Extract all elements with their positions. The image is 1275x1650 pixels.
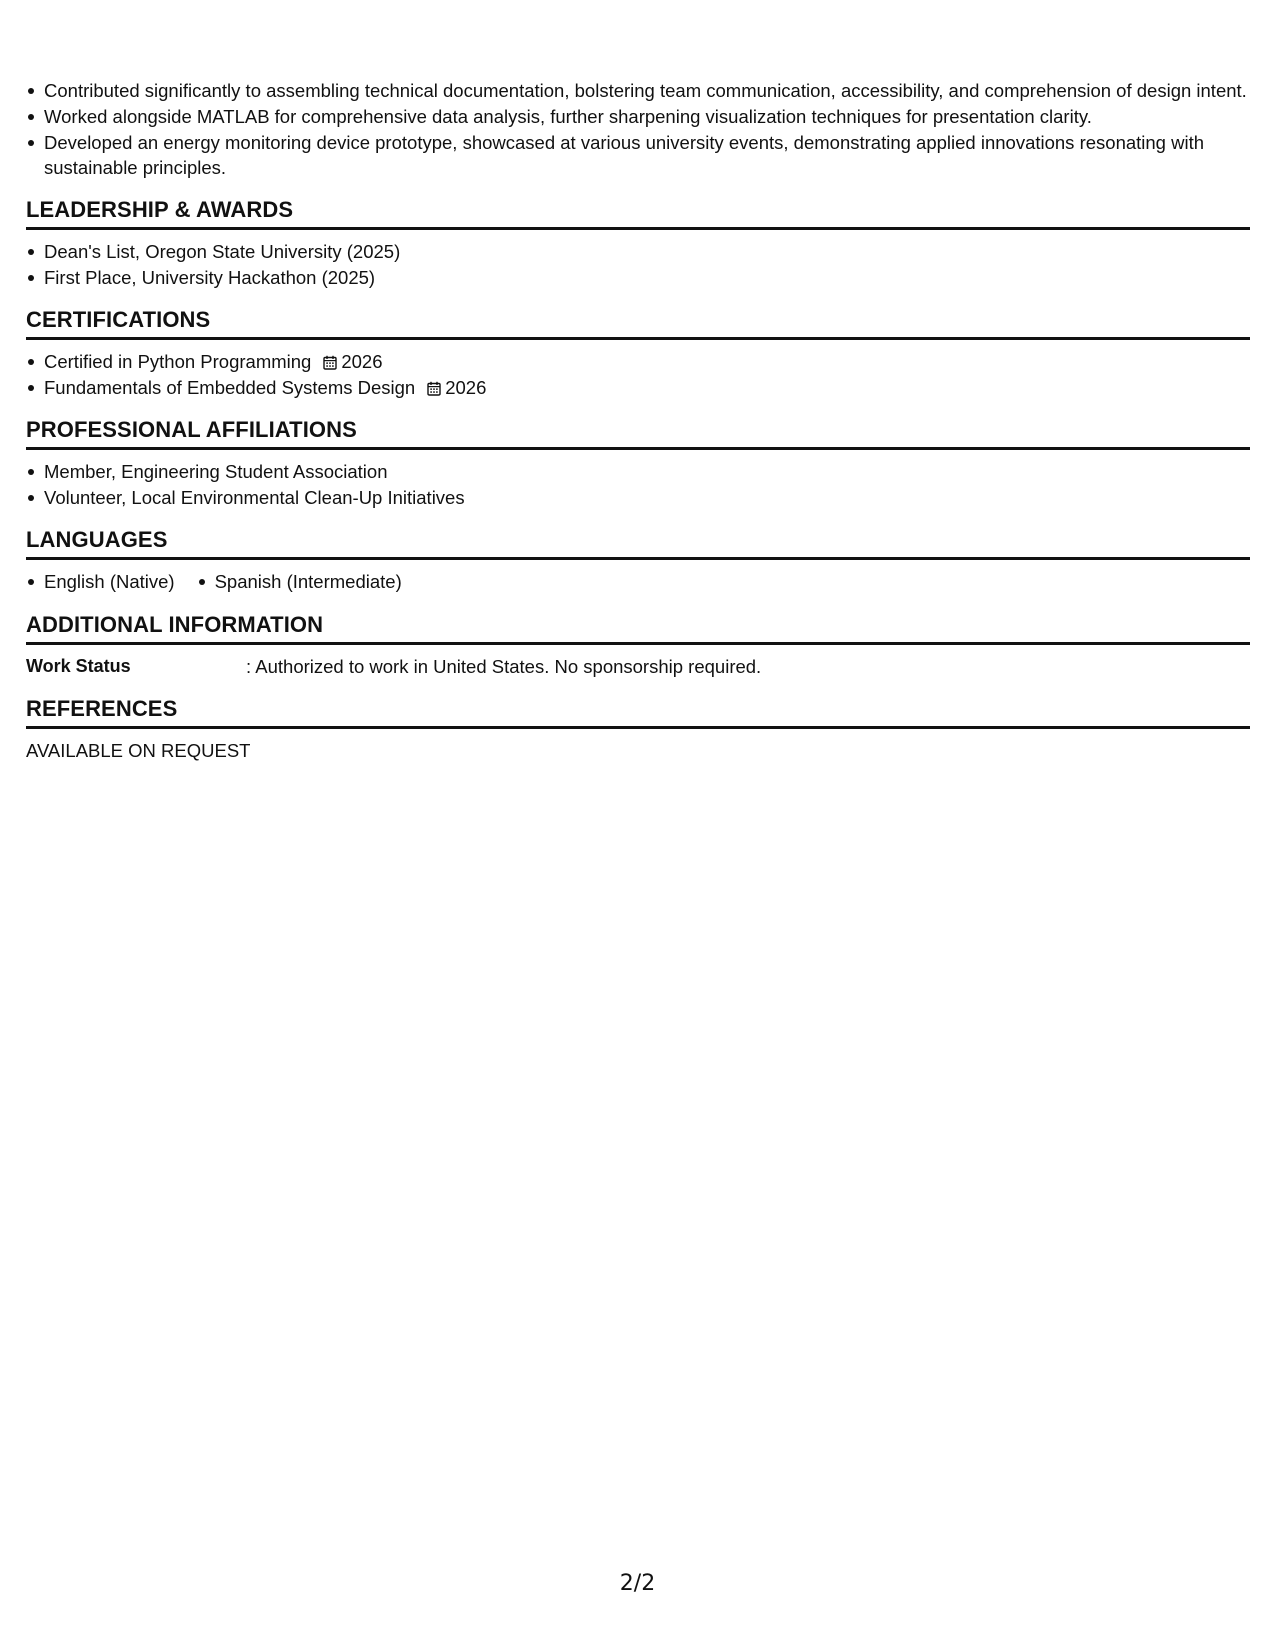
- leadership-section: [26, 197, 1250, 290]
- affiliations-section: [26, 417, 1250, 510]
- additional-info-section: [26, 612, 1250, 679]
- list-item: Contributed significantly to assembling technical documentation, bolstering team communication, accessibility, and comprehension of design intent.: [44, 78, 1250, 103]
- section-divider: [26, 557, 1250, 560]
- section-title: LANGUAGES: [26, 527, 168, 552]
- experience-bullets: [26, 78, 1250, 180]
- certifications-list: [26, 349, 1250, 400]
- section-title: LEADERSHIP & AWARDS: [26, 197, 294, 222]
- list-item: Dean's List, Oregon State University (2025): [44, 239, 1250, 264]
- list-item: English (Native): [44, 571, 175, 592]
- certification-year: 2026: [445, 377, 487, 398]
- languages-section: [26, 527, 1250, 595]
- list-item: First Place, University Hackathon (2025): [44, 265, 1250, 290]
- list-item: Worked alongside MATLAB for comprehensive data analysis, further sharpening visualization techniques for presentation clarity.: [44, 104, 1250, 129]
- list-item: Member, Engineering Student Association: [44, 459, 1250, 484]
- calendar-icon: [427, 381, 441, 396]
- section-divider: [26, 642, 1250, 645]
- page-number: 2/2: [619, 1571, 656, 1596]
- languages-list: [26, 569, 1250, 595]
- section-divider: [26, 447, 1250, 450]
- calendar-icon: [323, 355, 337, 370]
- references-section: [26, 696, 1250, 763]
- references-text: AVAILABLE ON REQUEST: [26, 740, 251, 761]
- list-item: Developed an energy monitoring device prototype, showcased at various university events, demonstrating applied innovations resonating with sustainable principles.: [44, 130, 1250, 180]
- leadership-list: [26, 239, 1250, 290]
- work-status-label: Work Status: [26, 656, 131, 676]
- list-item: [44, 349, 1250, 374]
- certifications-section: [26, 307, 1250, 400]
- section-divider: [26, 726, 1250, 729]
- list-item: Spanish (Intermediate): [214, 571, 402, 592]
- list-item: Volunteer, Local Environmental Clean-Up Initiatives: [44, 485, 1250, 510]
- section-divider: [26, 227, 1250, 230]
- section-title: CERTIFICATIONS: [26, 307, 211, 332]
- section-title: PROFESSIONAL AFFILIATIONS: [26, 417, 357, 442]
- work-status-value: : Authorized to work in United States. No sponsorship required.: [246, 656, 762, 677]
- certification-year: 2026: [341, 351, 383, 372]
- section-title: REFERENCES: [26, 696, 178, 721]
- section-divider: [26, 337, 1250, 340]
- certification-name: Fundamentals of Embedded Systems Design: [44, 377, 416, 398]
- section-title: ADDITIONAL INFORMATION: [26, 612, 324, 637]
- resume-page-content: [26, 78, 1250, 763]
- list-item: [44, 375, 1250, 400]
- affiliations-list: [26, 459, 1250, 510]
- certification-name: Certified in Python Programming: [44, 351, 312, 372]
- work-status-row: [26, 654, 1250, 679]
